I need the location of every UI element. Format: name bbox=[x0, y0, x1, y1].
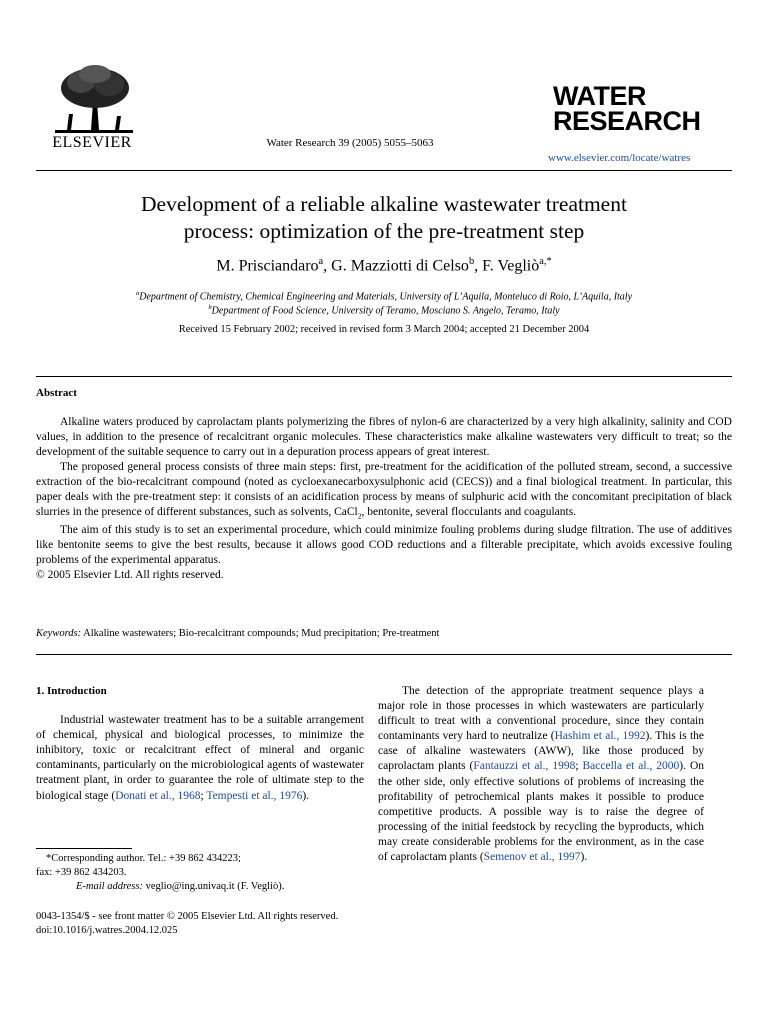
author-1: M. Prisciandaro bbox=[216, 257, 319, 275]
author-1-affiliation: a bbox=[318, 256, 324, 267]
footnote-line-2: fax: +39 862 434203. bbox=[36, 867, 127, 878]
ref-separator: ; bbox=[575, 760, 583, 773]
ref-link-semenov[interactable]: Semenov et al., 1997 bbox=[483, 851, 581, 864]
intro-paragraph-right bbox=[378, 684, 704, 865]
elsevier-tree-logo bbox=[55, 64, 133, 134]
ref-separator: ; bbox=[200, 789, 207, 802]
header-divider bbox=[36, 170, 732, 171]
abstract-top-divider bbox=[36, 376, 732, 377]
author-separator: , bbox=[323, 257, 332, 275]
publisher-name: ELSEVIER bbox=[52, 134, 132, 151]
abstract-bottom-divider bbox=[36, 654, 732, 655]
author-3-affiliation: a,* bbox=[539, 256, 552, 267]
affiliation-a-mark: a bbox=[135, 290, 140, 297]
author-2-affiliation: b bbox=[468, 256, 475, 267]
keywords-text: Alkaline wastewaters; Bio-recalcitrant compounds; Mud precipitation; Pre-treatment bbox=[81, 628, 440, 639]
ref-link-fantauzzi[interactable]: Fantauzzi et al., 1998 bbox=[473, 760, 576, 773]
ref-link-donati[interactable]: Donati et al., 1968 bbox=[115, 789, 201, 802]
footnote-divider bbox=[36, 848, 132, 849]
abstract-heading: Abstract bbox=[36, 387, 77, 399]
author-list bbox=[40, 256, 728, 275]
author-2: G. Mazziotti di Celso bbox=[331, 257, 469, 275]
affiliation-a-text: Department of Chemistry, Chemical Engineering and Materials, University of L’Aquila, Monteluco di Roio, L’Aquila, Italy bbox=[139, 291, 633, 303]
email-text: veglio@ing.univaq.it (F. Vegliò). bbox=[142, 881, 285, 892]
footnote-email bbox=[36, 880, 366, 894]
issn-line: 0043-1354/$ - see front matter © 2005 Elsevier Ltd. All rights reserved. bbox=[36, 911, 339, 922]
keywords-label: Keywords: bbox=[36, 628, 82, 639]
intro-right-text-b: ). This is the case of alkaline wastewaters (AWW), like those produced by caprolactam plants ( bbox=[378, 730, 705, 773]
journal-logo bbox=[553, 81, 701, 136]
intro-paragraph-left bbox=[36, 713, 364, 804]
author-3: F. Vegliò bbox=[482, 257, 540, 275]
journal-url-link[interactable]: www.elsevier.com/locate/watres bbox=[548, 152, 691, 164]
abstract-paragraph-1: Alkaline waters produced by caprolactam plants polymerizing the fibres of nylon-6 are characterized by a very high alkalinity, salinity and COD values, in addition to the presence of recalcitrant organic molecules. These characteristics make alkaline wastewaters very difficult to treat; so the development of the suitable sequence to carry out in a depuration process appears of great interest. bbox=[36, 416, 732, 458]
title-line-2: process: optimization of the pre-treatment step bbox=[183, 219, 585, 243]
ref-link-tempesti[interactable]: Tempesti et al., 1976 bbox=[206, 789, 303, 802]
article-title bbox=[40, 191, 728, 245]
ref-close: ). bbox=[580, 851, 588, 864]
abstract-p2-text-a: The proposed general process consists of three main steps: first, pre-treatment for the acidification of the polluted stream, second, a successive extraction of the bio-recalcitrant compound (noted as cycloexanecarboxysulphonic acid (CECS)) and a final biological treatment. In particular, this paper deals with the pre-treatment step: it consists of an acidification process by means of sulphuric acid with the concomitant precipitation of black slurries in the presence of different substances, such as solvents, CaCl bbox=[36, 461, 732, 518]
copyright-line: © 2005 Elsevier Ltd. All rights reserved. bbox=[36, 569, 224, 582]
ref-link-hashim[interactable]: Hashim et al., 1992 bbox=[554, 730, 646, 743]
keywords-line bbox=[36, 628, 732, 639]
abstract-p2-subscript: 2 bbox=[357, 511, 362, 521]
section-heading-introduction: 1. Introduction bbox=[36, 685, 107, 697]
footnote-line-1: *Corresponding author. Tel.: +39 862 434223; bbox=[46, 853, 241, 864]
intro-right-text-a: The detection of the appropriate treatment sequence plays a major role in those processes in which wastewaters are particularly difficult to treat with a conventional procedure, since they contain contaminants very hard to neutralize ( bbox=[378, 685, 704, 743]
affiliation-b-text: Department of Food Science, University of Teramo, Mosciano S. Angelo, Teramo, Italy bbox=[211, 305, 560, 317]
journal-logo-line1: WATER bbox=[553, 81, 646, 111]
title-line-1: Development of a reliable alkaline wastewater treatment bbox=[141, 192, 627, 216]
received-dates: Received 15 February 2002; received in revised form 3 March 2004; accepted 21 December 2004 bbox=[178, 324, 590, 335]
email-label: E-mail address: bbox=[76, 881, 143, 892]
author-separator: , bbox=[474, 257, 483, 275]
affiliation-b bbox=[40, 304, 728, 316]
ref-close: ). bbox=[302, 789, 310, 802]
corresponding-author-footnote bbox=[36, 852, 366, 894]
abstract-paragraph-2 bbox=[36, 460, 732, 523]
left-column bbox=[36, 684, 364, 804]
doi-line: doi:10.1016/j.watres.2004.12.025 bbox=[36, 925, 178, 936]
abstract-p2-text-b: , bentonite, several flocculants and coagulants. bbox=[361, 506, 577, 518]
intro-left-text: Industrial wastewater treatment has to be a suitable arrangement of chemical, physical and biological processes, to minimize the inhibitory, toxic or recalcitrant effect of mineral and organic contaminants, particularly on the microbiological agents of wastewater treatment plant, in order to guarantee the role of ultimate step to the biological stage ( bbox=[36, 714, 364, 802]
affiliation-b-mark: b bbox=[208, 304, 212, 311]
journal-citation: Water Research 39 (2005) 5055–5063 bbox=[266, 137, 434, 149]
front-matter-note bbox=[36, 910, 536, 938]
right-column bbox=[378, 684, 704, 865]
abstract-paragraph-3: The aim of this study is to set an experimental procedure, which could minimize fouling problems during sludge filtration. The use of additives like bentonite seems to give the best results, because it allows good COD reductions and a filterable precipitate, which avoids excessive fouling problems of the experimental apparatus. bbox=[36, 524, 732, 567]
journal-logo-line2: RESEARCH bbox=[553, 106, 701, 136]
affiliation-a bbox=[40, 290, 728, 302]
intro-right-text-c: ). On the other side, only effective solutions of problems of increasing the profitability of petrochemical plants makes it possible to produce competitive products. A possible way is to raise the degree of processing of the initial feedstock by recycling the byproducts, which may create considerable problems for the environment, as in the case of caprolactam plants ( bbox=[378, 760, 704, 864]
ref-link-baccella[interactable]: Baccella et al., 2000 bbox=[582, 760, 680, 773]
abstract-body bbox=[36, 415, 732, 583]
